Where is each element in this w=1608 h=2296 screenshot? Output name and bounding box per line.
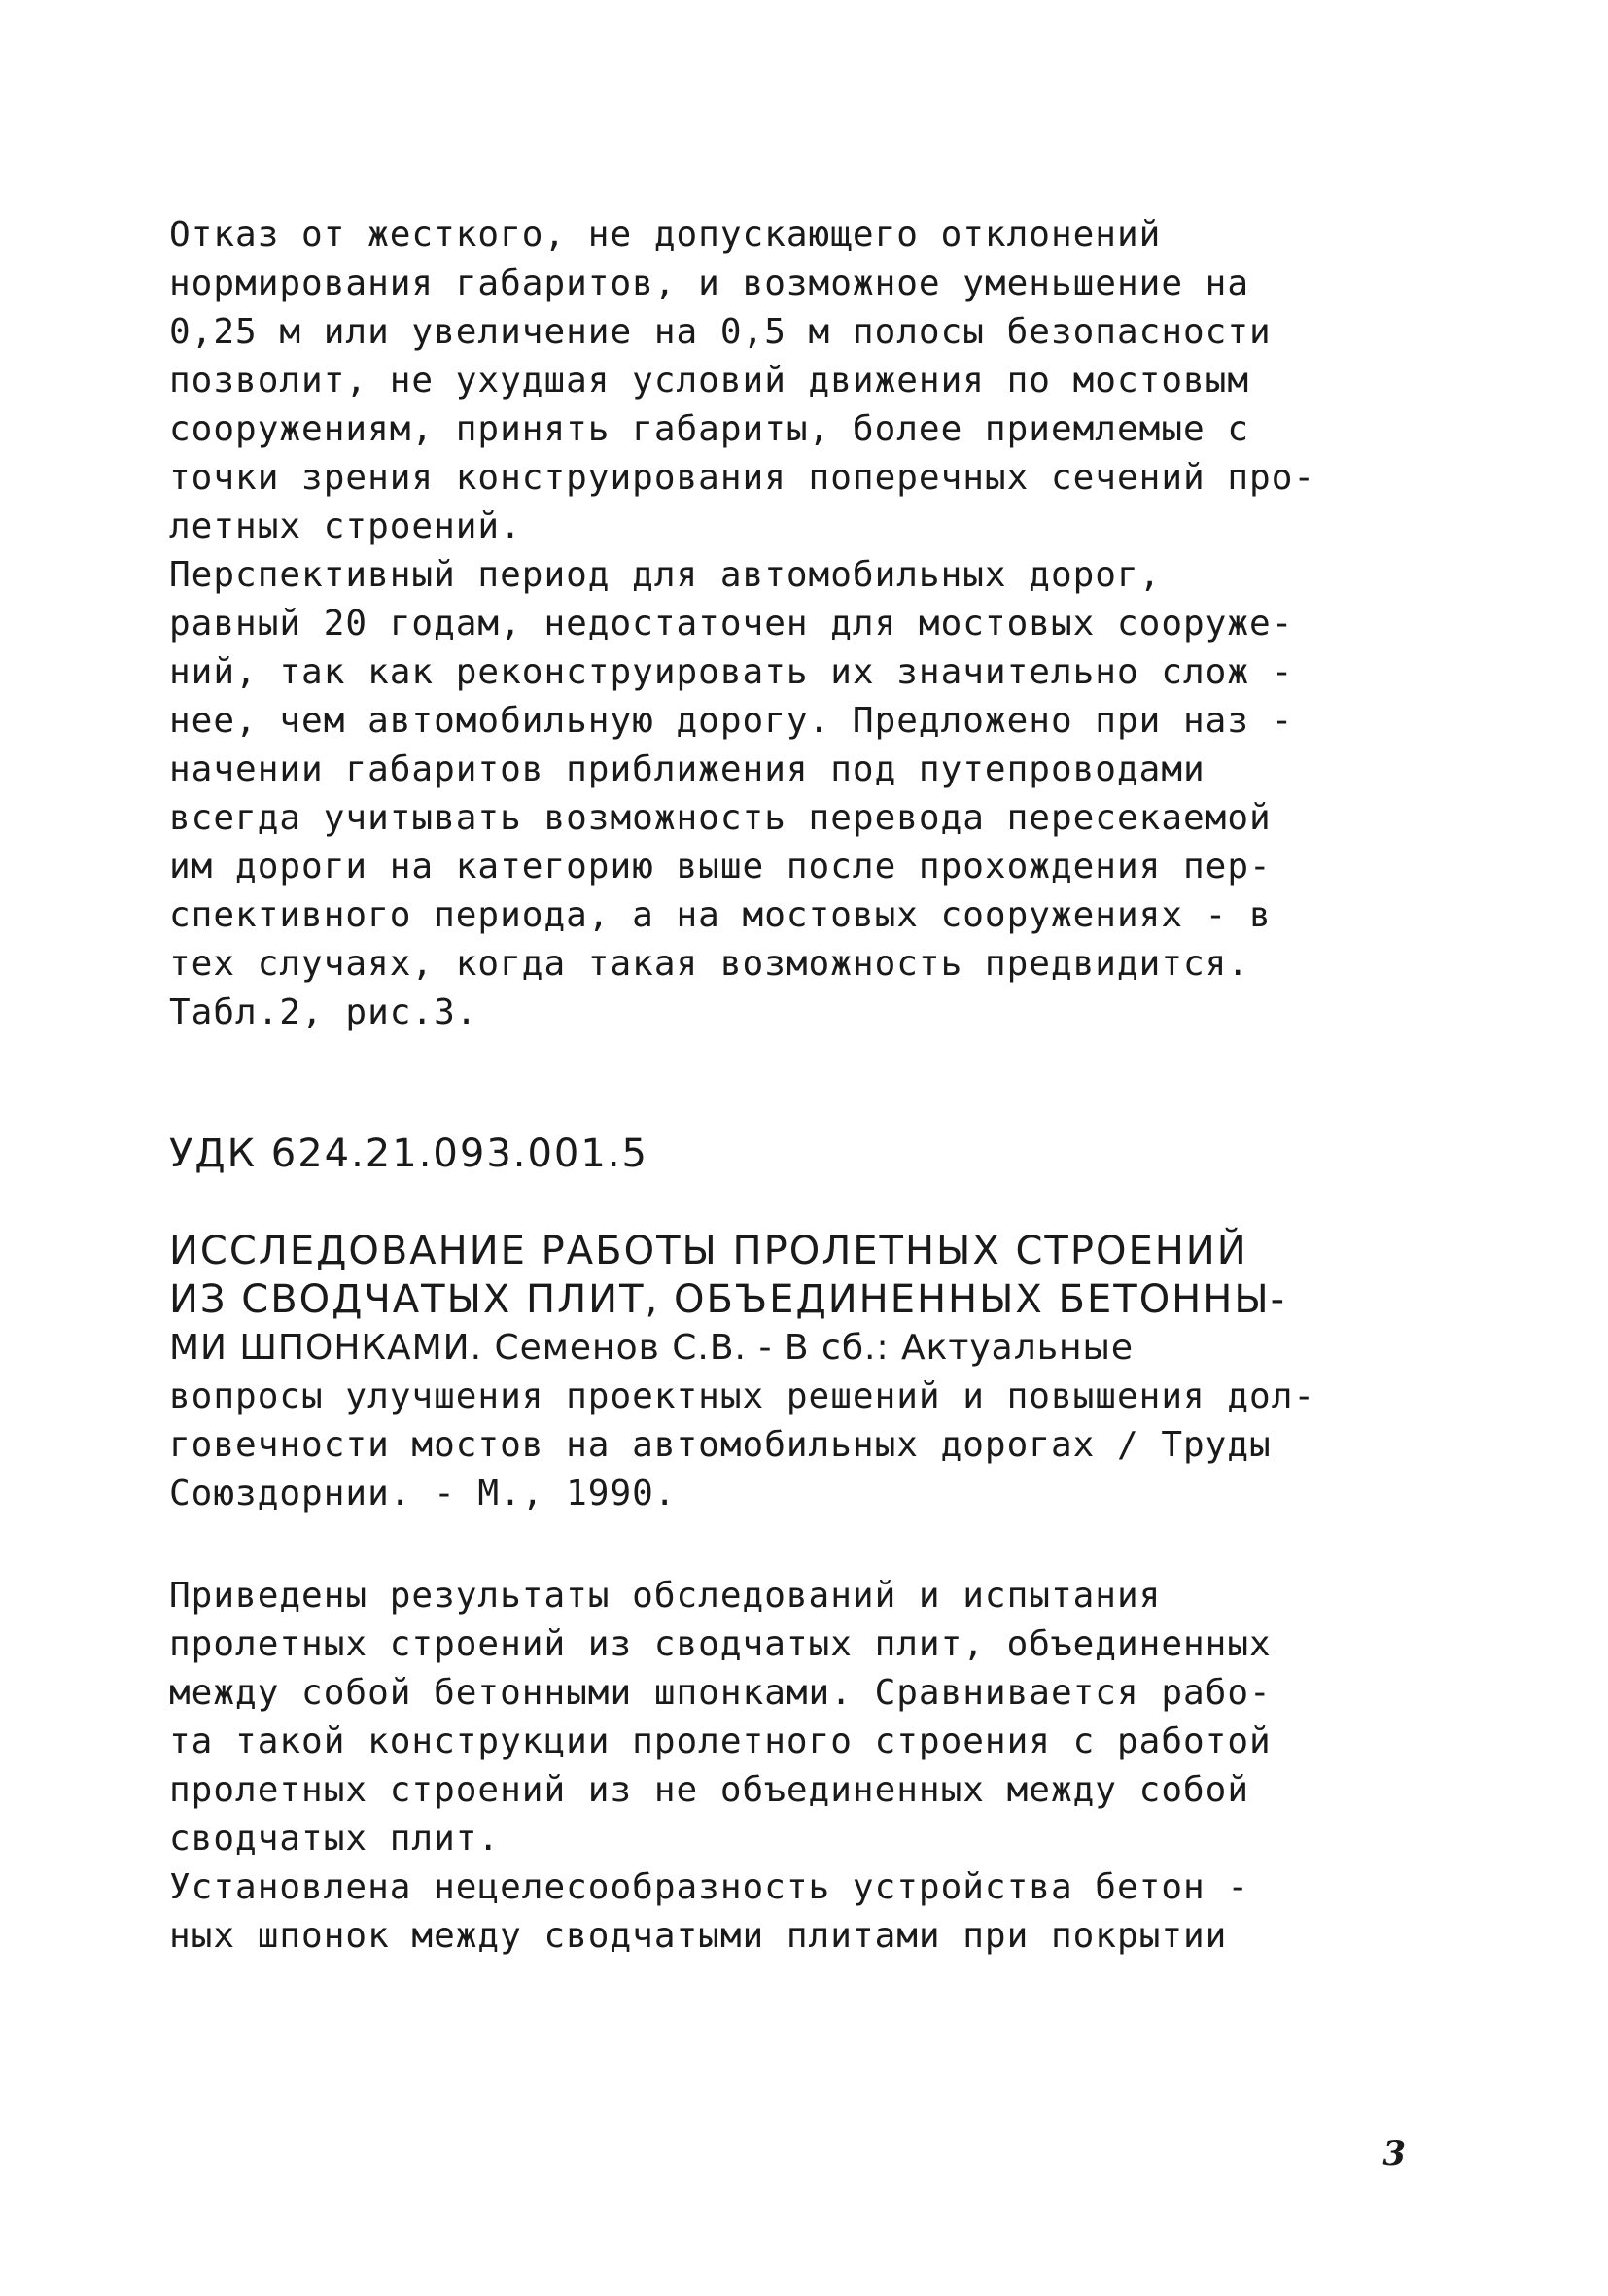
text-line: ных шпонок между сводчатыми плитами при покрытии <box>169 1916 1228 1956</box>
text-line: точки зрения конструирования поперечных сечений про- <box>169 458 1316 498</box>
text-line: тех случаях, когда такая возможность предвидится. <box>169 944 1250 984</box>
text-line: начении габаритов приближения под путепроводами <box>169 749 1206 789</box>
text-line: спективного периода, а на мостовых сооружениях - в <box>169 895 1272 935</box>
text-line: сооружениям, принять габариты, более приемлемые с <box>169 409 1250 449</box>
text-line: та такой конструкции пролетного строения с работой <box>169 1722 1272 1761</box>
text-line: ний, так как реконструировать их значительно слож - <box>169 652 1294 692</box>
text-line: Установлена нецелесообразность устройства бетон - <box>169 1867 1250 1907</box>
page-number: 3 <box>1382 2135 1406 2174</box>
text-line: равный 20 годам, недостаточен для мостовых сооруже- <box>169 604 1294 644</box>
citation-line: вопросы улучшения проектных решений и повышения дол- <box>169 1376 1316 1416</box>
text-line: им дороги на категорию выше после прохождения пер- <box>169 847 1272 887</box>
text-line: пролетных строений из сводчатых плит, объединенных <box>169 1624 1272 1664</box>
text-line: сводчатых плит. <box>169 1819 501 1859</box>
article-title-line: МИ ШПОНКАМИ. Семенов С.В. - В сб.: Актуальные <box>169 1328 1135 1368</box>
text-line: нормирования габаритов, и возможное уменьшение на <box>169 263 1250 303</box>
text-line: летных строений. <box>169 506 522 546</box>
text-line: нее, чем автомобильную дорогу. Предложено при наз - <box>169 701 1294 741</box>
text-line: между собой бетонными шпонками. Сравнивается рабо- <box>169 1673 1272 1713</box>
text-line: Отказ от жесткого, не допускающего отклонений <box>169 215 1162 255</box>
udk-code: УДК 624.21.093.001.5 <box>169 1131 648 1176</box>
citation-line: Союздорнии. - М., 1990. <box>169 1474 677 1513</box>
article-title-line: ИССЛЕДОВАНИЕ РАБОТЫ ПРОЛЕТНЫХ СТРОЕНИЙ <box>169 1229 1248 1273</box>
text-line: Приведены результаты обследований и испытания <box>169 1576 1162 1616</box>
text-line: 0,25 м или увеличение на 0,5 м полосы безопасности <box>169 312 1272 352</box>
text-line: позволит, не ухудшая условий движения по мостовым <box>169 361 1250 400</box>
text-line: Табл.2, рис.3. <box>169 992 478 1032</box>
text-line: всегда учитывать возможность перевода пересекаемой <box>169 798 1272 838</box>
text-line: пролетных строений из не объединенных между собой <box>169 1770 1250 1810</box>
article-title-line: ИЗ СВОДЧАТЫХ ПЛИТ, ОБЪЕДИНЕННЫХ БЕТОННЫ- <box>169 1277 1287 1322</box>
text-line: Перспективный период для автомобильных дорог, <box>169 555 1162 595</box>
citation-line: говечности мостов на автомобильных дорогах / Труды <box>169 1425 1272 1465</box>
